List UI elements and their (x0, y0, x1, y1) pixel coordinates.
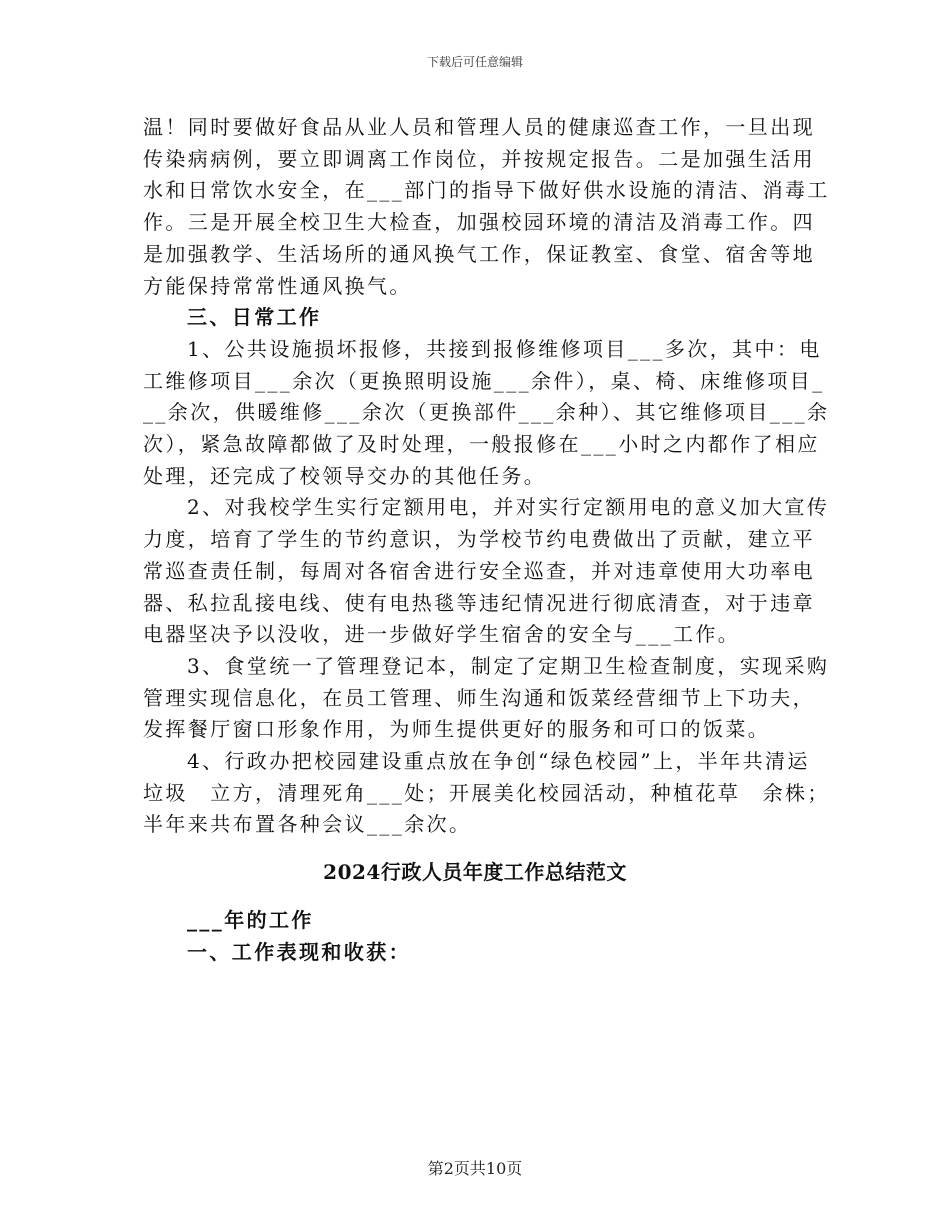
body-line: 温！同时要做好食品从业人员和管理人员的健康巡查工作，一旦出现 (143, 115, 815, 139)
paragraph-1-line: 次），紧急故障都做了及时处理，一般报修在___小时之内都作了相应 (143, 432, 820, 457)
body-line: 水和日常饮水安全，在___部门的指导下做好供水设施的清洁、消毒工 (143, 178, 830, 203)
paragraph-1-line: __余次，供暖维修___余次（更换部件___余种）、其它维修项目___余 (143, 400, 830, 425)
paragraph-1-line: 工维修项目___余次（更换照明设施___余件），桌、椅、床维修项目_ (143, 368, 825, 393)
paragraph-2-line: 常巡查责任制，每周对各宿舍进行安全巡查，并对违章使用大功率电 (143, 558, 815, 583)
paragraph-4-line: 半年来共布置各种会议___余次。 (143, 812, 472, 837)
paragraph-3-line: 管理实现信息化，在员工管理、师生沟通和饭菜经营细节上下功夫， (143, 685, 815, 710)
paragraph-2-line: 2、对我校学生实行定额用电，并对实行定额用电的意义加大宣传 (187, 495, 830, 520)
body-line: 传染病病例，要立即调离工作岗位，并按规定报告。二是加强生活用 (143, 146, 815, 171)
page-number: 第2页共10页 (427, 1159, 523, 1178)
paragraph-4-line: 4、行政办把校园建设重点放在争创“绿色校园”上，半年共清运 (187, 749, 810, 774)
year-heading: ___年的工作 (187, 907, 314, 932)
paragraph-1-line: 处理，还完成了校领导交办的其他任务。 (143, 463, 547, 488)
body-line: 是加强教学、生活场所的通风换气工作，保证教室、食堂、宿舍等地 (143, 241, 815, 266)
paragraph-3-line: 3、食堂统一了管理登记本，制定了定期卫生检查制度，实现采购 (187, 653, 830, 678)
paragraph-3-line: 发挥餐厅窗口形象作用，为师生提供更好的服务和可口的饭菜。 (143, 717, 771, 742)
document-body (143, 112, 830, 968)
paragraph-4-line: 垃圾 立方，清理死角___处；开展美化校园活动，种植花草 余株； (143, 780, 830, 805)
header-note: 下载后可任意编辑 (426, 55, 523, 69)
paragraph-2-line: 电器坚决予以没收，进一步做好学生宿舍的安全与___工作。 (143, 622, 741, 647)
body-line: 方能保持常常性通风换气。 (143, 273, 412, 298)
paragraph-1-line: 1、公共设施损坏报修，共接到报修维修项目___多次，其中：电 (187, 336, 822, 361)
spacer (143, 889, 807, 905)
paragraph-2-line: 器、私拉乱接电线、使有电热毯等违纪情况进行彻底清查，对于违章 (143, 590, 815, 615)
document-title: 2024行政人员年度工作总结范文 (323, 860, 627, 885)
body-line: 作。三是开展全校卫生大检查，加强校园环境的清洁及消毒工作。四 (143, 210, 815, 235)
section-heading-performance: 一、工作表现和收获： (187, 939, 411, 964)
section-heading-daily-work: 三、日常工作 (187, 305, 322, 330)
paragraph-2-line: 力度，培育了学生的节约意识，为学校节约电费做出了贡献，建立平 (143, 527, 815, 552)
